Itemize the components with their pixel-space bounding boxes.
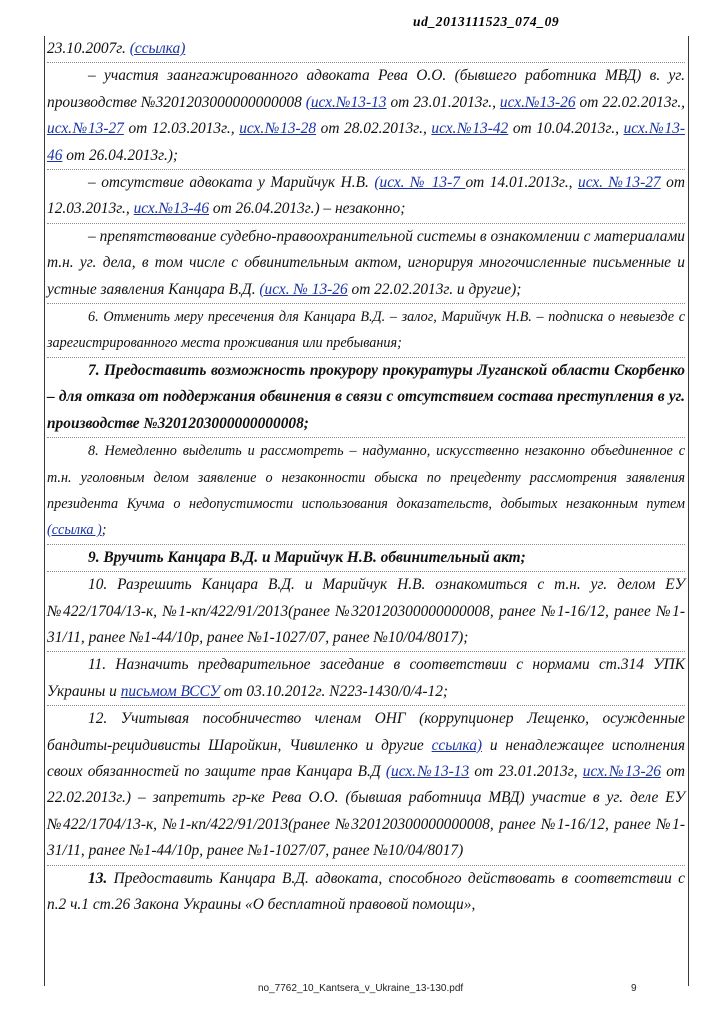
reference-link[interactable]: исх.№13-46: [47, 120, 686, 164]
reference-link[interactable]: исх.№13-26: [499, 93, 576, 111]
paragraph-text: – отсутствие адвоката у Марийчук Н.В.: [88, 174, 375, 192]
reference-link[interactable]: (исх.№13-13: [385, 762, 470, 780]
paragraph-text: 11. Назначить предварительное заседание в соответствии с нормами ст.314 УПК Украины и: [47, 656, 685, 700]
paragraph-text: от 12.03.2013г.,: [47, 174, 685, 218]
footer-filename: no_7762_10_Kantsera_v_Ukraine_13-130.pdf: [258, 983, 464, 994]
paragraph-text: 9. Вручить Канцара В.Д. и Марийчук Н.В. обвинительный акт;: [88, 548, 526, 566]
paragraph-text: ;: [101, 522, 107, 539]
paragraph-p11: [47, 865, 685, 919]
reference-link[interactable]: исх.№13-46: [133, 200, 210, 218]
paragraph-p8: [47, 571, 685, 651]
paragraph-p3: [47, 223, 685, 303]
paragraph-text: Предоставить Канцара В.Д. адвоката, способного действовать в соответствии с п.2 ч.1 ст.26 Закона Украины «О бесплатной правовой помощи»,: [47, 869, 685, 913]
paragraph-text: 7. Предоставить возможность прокурору прокуратуры Луганской области Скорбенко – для отказа от поддержания обвинения в связи с отсутствием состава преступления в уг. производстве №3201203000000000008;: [47, 361, 685, 432]
document-id-header: ud_2013111523_074_09: [413, 14, 560, 29]
paragraph-p10: [47, 705, 685, 864]
paragraph-text: 23.10.2007г.: [47, 40, 130, 57]
paragraph-text: от 23.01.2013г,: [469, 762, 583, 780]
paragraph-text: от 22.02.2013г.) – запретить гр-ке Рева О.О. (бывшая работница МВД) участие в уг. деле ЕУ №422/1704/13-к, №1-кп/422/91/2013(ранее №320120300000000008, ранее №1-16/12, ранее №1-31/11, ранее №1-44/10р, ранее №1-1027/07, ранее №10/04/8017): [47, 762, 685, 860]
paragraph-p4: [47, 303, 685, 357]
page-number: 9: [631, 983, 637, 994]
reference-link[interactable]: (исх. № 13-26: [259, 280, 348, 298]
paragraph-p7: [47, 544, 685, 571]
paragraph-text: от 03.10.2012г. N223-1430/0/4-12;: [219, 682, 449, 700]
paragraph-text: от 22.02.2013г.,: [575, 93, 686, 111]
paragraph-p5: [47, 357, 685, 437]
document-body: [47, 36, 685, 918]
paragraph-p2: [47, 169, 685, 223]
paragraph-text: 10. Разрешить Канцара В.Д. и Марийчук Н.В. ознакомиться с т.н. уг. делом ЕУ №422/1704/13-к, №1-кп/422/91/2013(ранее №320120300000000008, ранее №1-16/12, ранее №1-31/11, ранее №1-44/10р, ранее №1-1027/07, ранее №10/04/8017);: [47, 576, 685, 646]
paragraph-text: от 22.02.2013г. и другие);: [347, 280, 522, 298]
reference-link[interactable]: ссылка): [431, 736, 483, 754]
reference-link[interactable]: исх. №13-27: [578, 174, 661, 192]
paragraph-p9: [47, 651, 685, 705]
paragraph-text: 8. Немедленно выделить и рассмотреть – надуманно, искусственно незаконно объединенное с т.н. уголовным делом заявление о незаконности обыска по прецеденту рассмотрения заявления президента Кучма о недопустимости использования доказательств, добытых незаконным путем: [47, 443, 685, 512]
paragraph-p0: [47, 36, 685, 62]
left-frame-line: [44, 36, 45, 986]
paragraph-text: 13.: [88, 869, 108, 887]
paragraph-p6: [47, 437, 685, 544]
paragraph-text: от 10.04.2013г.,: [508, 120, 624, 138]
paragraph-text: 12. Учитывая пособничество членам ОНГ (коррупционер Лещенко, осужденные бандиты-рецидивисты Шаройкин, Чивиленко и другие: [47, 710, 685, 754]
reference-link[interactable]: (исх.№13-13: [305, 93, 387, 111]
reference-link[interactable]: (ссылка ): [47, 522, 102, 539]
reference-link[interactable]: исх.№13-28: [239, 120, 317, 138]
reference-link[interactable]: (исх. № 13-7: [374, 174, 466, 192]
paragraph-text: и ненадлежащее исполнения своих обязанностей по защите прав Канцара В.Д: [47, 736, 686, 780]
reference-link[interactable]: исх.№13-42: [431, 120, 509, 138]
paragraph-text: от 23.01.2013г.,: [386, 93, 500, 111]
paragraph-text: от 26.04.2013г.);: [62, 146, 179, 164]
reference-link[interactable]: исх.№13-26: [582, 762, 661, 780]
paragraph-text: – препятствование судебно-правоохранительной системы в ознакомлении с материалами т.н. уг. дела, в том числе с обвинительным актом, игнорируя многочисленные письменные и устные заявления Канцара В.Д.: [47, 227, 685, 298]
paragraph-text: – участия заангажированного адвоката Рева О.О. (бывшего работника МВД) в. уг. производстве №3201203000000000008: [47, 67, 685, 111]
reference-link[interactable]: письмом ВССУ: [120, 682, 220, 700]
paragraph-p1: [47, 62, 685, 169]
reference-link[interactable]: исх.№13-27: [47, 120, 124, 138]
paragraph-text: от 28.02.2013г.,: [316, 120, 432, 138]
paragraph-text: от 14.01.2013г.,: [465, 174, 579, 192]
paragraph-text: от 26.04.2013г.) – незаконно;: [209, 200, 406, 218]
right-frame-line: [688, 36, 689, 986]
reference-link[interactable]: (ссылка): [129, 40, 186, 57]
paragraph-text: 6. Отменить меру пресечения для Канцара В.Д. – залог, Марийчук Н.В. – подписка о невыезде с зарегистрированного места проживания или пребывания;: [47, 309, 685, 352]
paragraph-text: от 12.03.2013г.,: [123, 120, 240, 138]
